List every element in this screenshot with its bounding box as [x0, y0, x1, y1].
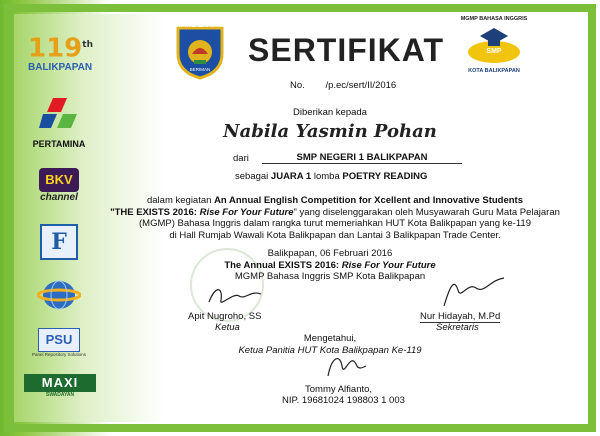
- mgmp-title: MGMP BAHASA INGGRIS: [460, 16, 528, 22]
- given-to-label: Diberikan kepada: [293, 107, 367, 118]
- anniversary-119-logo: [28, 32, 93, 73]
- bkv-channel-logo: [28, 168, 90, 203]
- right-signer-name: Nur Hidayah, M.Pd: [420, 311, 501, 322]
- f-logo-mark: F: [40, 224, 78, 260]
- city-seal: [172, 20, 228, 80]
- place-date: Balikpapan, 06 Februari 2016: [267, 248, 393, 259]
- left-signer-name: Apit Nugroho, SS: [188, 311, 262, 322]
- globe-icon: [37, 278, 81, 312]
- left-signature: [205, 282, 265, 310]
- as-label: sebagai: [235, 171, 269, 182]
- mgmp-logo: [452, 16, 536, 78]
- mgmp-emblem-icon: [452, 22, 536, 66]
- body-line-1-prefix: dalam kegiatan: [146, 195, 212, 206]
- maxi-label: MAXI: [24, 374, 96, 392]
- body-line-2: [100, 207, 570, 219]
- school-name: SMP NEGERI 1 BALIKPAPAN: [262, 152, 462, 164]
- competition-name: POETRY READING: [342, 171, 428, 182]
- certificate-number: [290, 80, 396, 91]
- body-line-1-bold: An Annual English Competition for Xcellent and Innovative Students: [214, 195, 524, 206]
- anniversary-suffix: th: [82, 40, 93, 50]
- event-line-bold: The Annual EXISTS 2016:: [224, 259, 340, 271]
- award-rank: JUARA 1: [270, 171, 312, 182]
- chair-title: Ketua Panitia HUT Kota Balikpapan Ke-119: [238, 345, 422, 356]
- body-line-4: di Hall Rumjab Wawali Kota Balikpapan dan Lantai 3 Balikpapan Trade Center.: [169, 229, 501, 241]
- event-title: "THE EXISTS 2016:: [110, 206, 197, 218]
- city-seal-bottom-text: BERIMAN: [189, 67, 211, 72]
- pertamina-label: PERTAMINA: [32, 139, 86, 149]
- competition-prefix: lomba: [313, 171, 340, 182]
- maxi-logo: [24, 374, 96, 398]
- body-line-3: (MGMP) Bahasa Inggris dalam rangka turut memeriahkan HUT Kota Balikpapan yang ke-119: [139, 218, 531, 229]
- pertamina-icon: [39, 96, 79, 132]
- channel-label: channel: [40, 192, 78, 203]
- left-signer-role: Ketua: [215, 322, 240, 333]
- mgmp-badge: SMP: [486, 48, 502, 55]
- mgmp-city: KOTA BALIKPAPAN: [468, 68, 520, 74]
- number-label: No.: [290, 80, 305, 91]
- anniversary-number: 119: [28, 33, 83, 64]
- knowing-label: Mengetahui,: [303, 333, 357, 344]
- certificate-title: SERTIFIKAT: [248, 32, 445, 68]
- maxi-sub-label: SWADAYAN: [45, 392, 75, 398]
- city-seal-top-text: KOTA BALIKPAPAN: [176, 23, 224, 29]
- organizer-line: MGMP Bahasa Inggris SMP Kota Balikpapan: [234, 271, 426, 282]
- right-signature: [438, 276, 508, 310]
- from-label: dari: [233, 153, 249, 164]
- psu-sub-label: Panel Repository Solutions: [31, 352, 87, 357]
- anniversary-city: BALIKPAPAN: [28, 61, 93, 73]
- body-line-1: [100, 195, 570, 207]
- certificate-body: [100, 195, 570, 241]
- bkv-label: BKV: [39, 168, 79, 192]
- pertamina-logo: [28, 96, 90, 149]
- award-line: [235, 171, 427, 182]
- number-value: /p.ec/sert/II/2016: [325, 80, 397, 91]
- psu-label: PSU: [38, 328, 80, 352]
- chair-nip: NIP. 19681024 198803 1 003: [282, 395, 405, 406]
- globe-sponsor-logo: [28, 278, 90, 317]
- chair-signature: [322, 350, 368, 382]
- body-line-2-rest: " yang diselenggarakan oleh Musyawarah Guru Mata Pelajaran: [293, 206, 560, 218]
- f-sponsor-logo: [28, 224, 90, 260]
- chair-name: Tommy Alfianto,: [305, 384, 373, 395]
- event-line-italic: Rise For Your Future: [341, 259, 436, 271]
- event-tagline: Rise For Your Future: [199, 206, 294, 218]
- psu-logo: [28, 328, 90, 357]
- right-signer-role: Sekretaris: [436, 322, 479, 333]
- recipient-name: Nabila Yasmin Pohan: [223, 121, 437, 142]
